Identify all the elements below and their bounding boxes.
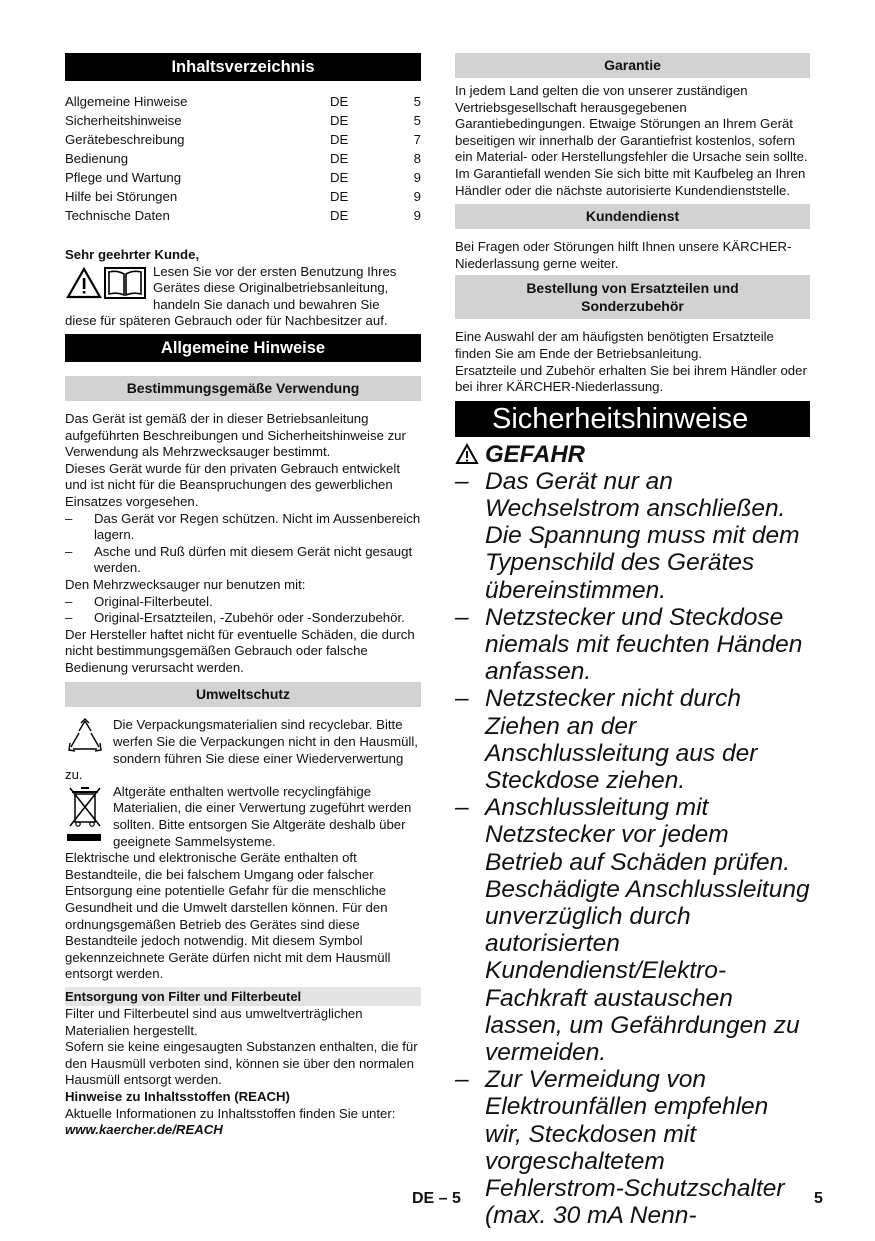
page-number: 5 [814,1190,823,1207]
general-heading: Allgemeine Hinweise [65,334,421,362]
intended-use-section [65,411,421,677]
paragraph: Das Gerät ist gemäß der in dieser Betriebsanleitung aufgeführten Beschreibungen und Sicherheitshinweise zur Verwendung als Mehrzwecksauger bestimmt. [65,410,406,460]
filter-disposal-heading: Entsorgung von Filter und Filterbeutel [65,987,421,1006]
footer-label: DE – 5 [412,1190,461,1207]
list-item: – Zur Vermeidung von Elektrounfällen empfehlen wir, Steckdosen mit vorgeschaltetem Fehlerstrom-Schutzschalter (max. 30 mA Nenn- [455,1066,785,1230]
toc-row[interactable]: Technische Daten DE 9 [65,208,421,223]
reach-link[interactable]: www.kaercher.de/REACH [65,1122,223,1138]
danger-heading [455,441,810,468]
greeting-line: Gerätes diese Originalbetriebsanleitung, [153,280,389,296]
danger-list [455,468,810,1230]
paragraph: Dieses Gerät wurde für den privaten Gebrauch entwickelt und ist nicht für die Beanspruchungen des gewerblichen Einsatzes vorgesehen. [65,460,400,509]
reach-heading: Hinweise zu Inhaltsstoffen (REACH) [65,1088,290,1104]
greeting-line: Lesen Sie vor der ersten Benutzung Ihres [153,263,397,279]
paragraph: Elektrische und elektronische Geräte enthalten oft Bestandteile, die bei falschem Umgang oder falscher Entsorgung eine potentielle Gefahr für die menschliche Gesundheit und die Umwelt darstellen können. Für den ordnungsgemäßen Betrieb des Gerätes sind diese Bestandteile jedoch notwendig. Mit diesem Symbol gekennzeichnete Geräte dürfen nicht mit dem Hausmüll entsorgt werden. [65,850,391,982]
list-item: – Das Gerät nur an Wechselstrom anschließen. Die Spannung muss mit dem Typenschild des Gerätes übereinstimmen. [455,467,800,604]
environment-heading: Umweltschutz [65,682,421,707]
paragraph: Bei Fragen oder Störungen hilft Ihnen unsere KÄRCHER-Niederlassung gerne weiter. [455,239,792,271]
left-column [65,53,421,1139]
list-item: – Netzstecker nicht durch Ziehen an der Anschlussleitung aus der Steckdose ziehen. [455,685,758,794]
toc-row[interactable]: Bedienung DE 8 [65,151,421,166]
warning-book-icon [65,266,149,300]
toc-row[interactable]: Sicherheitshinweise DE 5 [65,113,421,128]
warning-icon [455,443,479,465]
list-item: – Netzstecker und Steckdose niemals mit feuchten Händen anfassen. [455,603,803,686]
paragraph: Den Mehrzwecksauger nur benutzen mit: [65,576,306,592]
greeting-section [65,247,421,330]
toc-row[interactable]: Gerätebeschreibung DE 7 [65,132,421,147]
crossed-bin-icon [65,784,105,844]
paragraph: Aktuelle Informationen zu Inhaltsstoffen finden Sie unter: [65,1105,396,1121]
paragraph: Die Verpackungsmaterialien sind recyclebar. Bitte werfen Sie die Verpackungen nicht in den Hausmüll, sondern führen Sie diese einer Wiederverwertung zu. [65,717,418,783]
table-of-contents [65,92,421,225]
environment-section [65,717,421,983]
read-manual-icons [65,264,153,314]
toc-row[interactable]: Allgemeine Hinweise DE 5 [65,94,421,109]
parts-heading: Bestellung von Ersatzteilen und Sonderzubehör [455,275,810,319]
intended-use-heading: Bestimmungsgemäße Verwendung [65,376,421,401]
safety-heading: Sicherheitshinweise [455,401,810,437]
list-item: – Asche und Ruß dürfen mit diesem Gerät nicht gesaugt werden. [65,543,413,576]
paragraph: In jedem Land gelten die von unserer zuständigen Vertriebsgesellschaft herausgegebenen Garantiebedingungen. Etwaige Störungen an Ihrem Gerät beseitigen wir innerhalb der Garantiefrist kostenlos, sofern ein Material- oder Herstellungsfehler die Ursache sein sollte. Im Garantiefall wenden Sie sich bitte mit Kaufbeleg an Ihren Händler oder die nächste autorisierte Kundendienststelle. [455,83,808,198]
greeting-line: handeln Sie danach und bewahren Sie [153,296,380,312]
paragraph: Der Hersteller haftet nicht für eventuelle Schäden, die durch nicht bestimmungsgemäßen Gebrauch oder falsche Bedienung verursacht werden. [65,626,415,675]
service-heading: Kundendienst [455,204,810,229]
toc-row[interactable]: Pflege und Wartung DE 9 [65,170,421,185]
filter-disposal-section [65,1006,421,1139]
list-item: – Original-Filterbeutel. [65,593,213,609]
paragraph: Ersatzteile und Zubehör erhalten Sie bei ihrem Händler oder bei ihrer KÄRCHER-Niederlassung. [455,362,807,395]
warranty-heading: Garantie [455,53,810,78]
greeting-title: Sehr geehrter Kunde, [65,247,200,262]
list-item: – Anschlussleitung mit Netzstecker vor jedem Betrieb auf Schäden prüfen. Beschädigte Anschlussleitung unverzüglich durch autorisierten Kundendienst/Elektro-Fachkraft austauschen lassen, um Gefährdungen zu vermeiden. [455,794,810,1066]
list-item: – Original-Ersatzteilen, -Zubehör oder -Sonderzubehör. [65,610,405,626]
paragraph: Eine Auswahl der am häufigsten benötigten Ersatzteile finden Sie am Ende der Betriebsanleitung. [455,329,774,361]
list-item: – Das Gerät vor Regen schützen. Nicht im Aussenbereich lagern. [65,510,421,543]
recycle-icon [65,717,105,755]
toc-heading: Inhaltsverzeichnis [65,53,421,81]
paragraph: Altgeräte enthalten wertvolle recyclingfähige Materialien, die einer Verwertung zugeführt werden sollten. Bitte entsorgen Sie Altgeräte deshalb über geeignete Sammelsysteme. [113,783,412,849]
danger-label: GEFAHR [485,440,586,468]
paragraph: Sofern sie keine eingesaugten Substanzen enthalten, die für den Hausmüll verboten sind, können sie über den normalen Hausmüll entsorgt werden. [65,1039,418,1088]
toc-row[interactable]: Hilfe bei Störungen DE 9 [65,189,421,204]
greeting-line: diese für späteren Gebrauch oder für Nachbesitzer auf. [65,313,388,329]
paragraph: Filter und Filterbeutel sind aus umweltverträglichen Materialien hergestellt. [65,1005,363,1038]
right-column [455,53,810,1229]
